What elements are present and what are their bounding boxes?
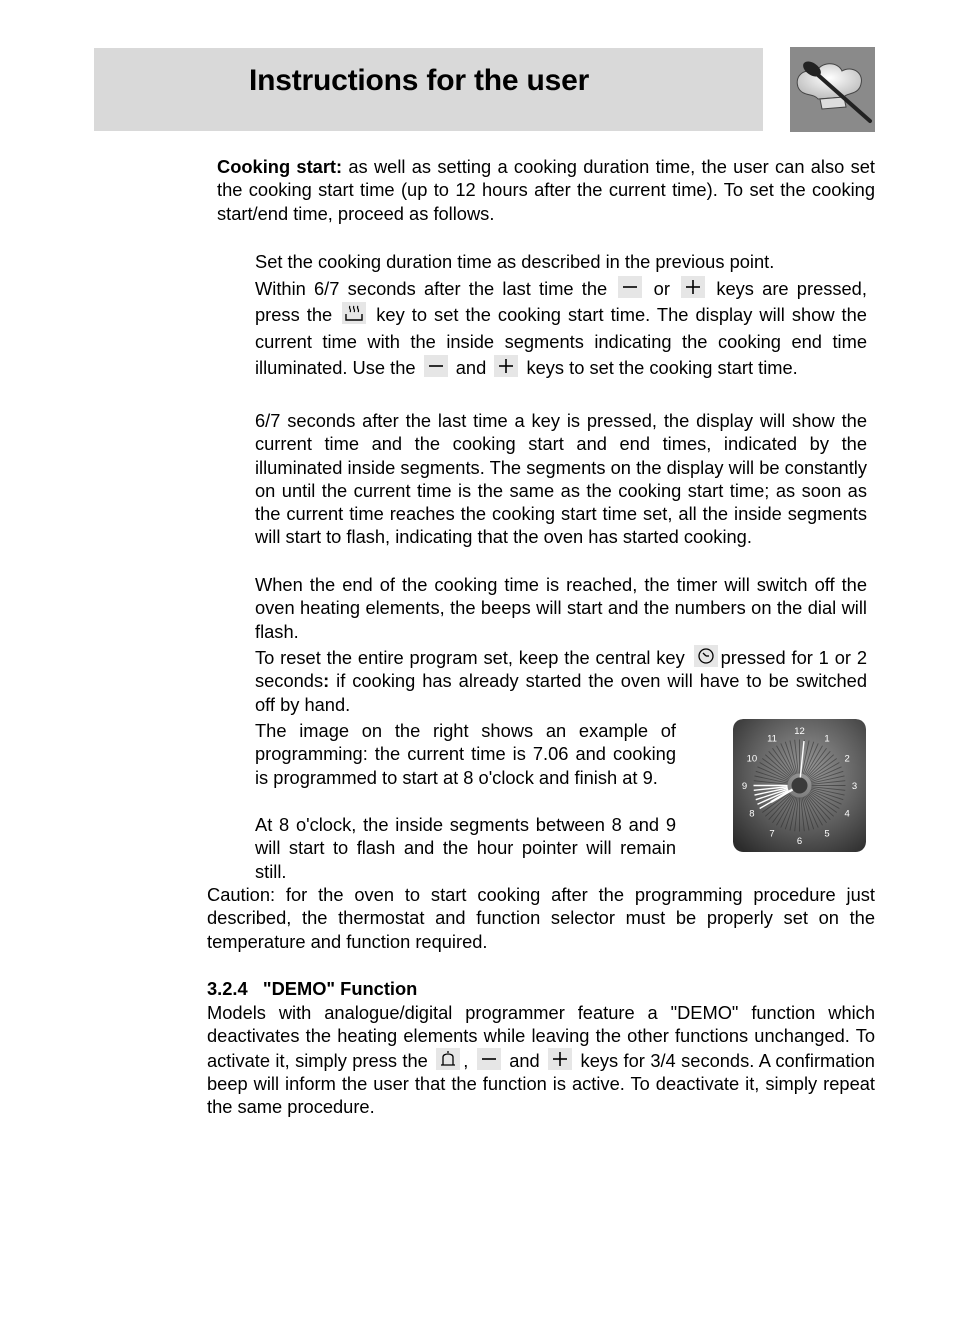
plus-key-icon — [548, 1048, 572, 1070]
step-2-text-c: keys are pressed, press the — [255, 278, 867, 326]
step-7: At 8 o'clock, the inside segments between 8 and 9 will start to flash and the hour pointer will remain still. — [255, 814, 676, 882]
clock-number: 5 — [824, 828, 830, 840]
step-5-text-a: To reset the entire program set, keep the central key — [255, 647, 685, 668]
step-4: When the end of the cooking time is reached, the timer will switch off the oven heating elements, the beeps will start and the numbers on the dial will flash. — [255, 574, 867, 642]
clock-number: 6 — [796, 836, 803, 847]
intro-text: as well as setting a cooking duration time, the user can also set the cooking start time (up to 12 hours after the current time). To set the cooking start/end time, proceed as follows. — [217, 156, 875, 224]
demo-text-c: and — [509, 1049, 540, 1071]
step-2-text-d: key to set the cooking start time. The display will show the current time with the inside segments indicating the cooking end time illuminated. Use the — [255, 304, 867, 379]
demo-heading: 3.2.4 "DEMO" Function — [207, 978, 418, 999]
step-2 — [255, 276, 867, 382]
bell-key-icon — [436, 1048, 460, 1070]
clock-number: 4 — [844, 808, 850, 820]
caution-paragraph: Caution: for the oven to start cooking after the programming procedure just described, the thermostat and function selector must be properly set on the temperature and function required. — [207, 884, 875, 952]
minus-key-icon — [618, 276, 642, 298]
step-6: The image on the right shows an example of programming: the current time is 7.06 and cooking is programmed to start at 8 o'clock and finish at 9. — [255, 720, 676, 788]
clock-number: 7 — [769, 828, 775, 840]
demo-text-b: , — [463, 1049, 469, 1071]
clock-center — [792, 778, 808, 794]
page-header — [94, 48, 763, 131]
step-5-text-c: : — [323, 670, 330, 692]
timer-key-icon — [694, 645, 718, 667]
step-5-text-d: if cooking has already started the oven will have to be switched off by hand. — [255, 670, 867, 715]
clock-number: 12 — [794, 726, 805, 737]
minus-key-icon — [477, 1048, 501, 1070]
plus-key-icon — [681, 276, 705, 298]
demo-paragraph — [207, 1001, 875, 1118]
step-3: 6/7 seconds after the last time a key is pressed, the display will show the current time and the cooking start and end times, indicated by the illuminated inside segments. The segments on the display will be constantly on until the current time is the same as the cooking start time; as soon as the current time reaches the cooking start time set, all the inside segments will start to flash, indicating that the oven has started cooking. — [255, 410, 867, 548]
step-2-text-a: Within 6/7 seconds after the last time the — [255, 278, 608, 299]
step-2-text-e: and — [455, 357, 487, 379]
step-5 — [255, 645, 867, 716]
clock-number: 2 — [844, 753, 850, 765]
clock-number: 1 — [824, 733, 830, 745]
step-2-text-b: or — [653, 278, 670, 299]
demo-text-d: keys for 3/4 seconds. A confirmation beep will inform the user that the function is active. To deactivate it, simply repeat the same procedure. — [207, 1049, 875, 1118]
plus-key-icon — [494, 355, 518, 377]
clock-number: 3 — [851, 781, 858, 792]
cooking-start-key-icon — [342, 302, 366, 324]
step-5-text-b: pressed for 1 or 2 seconds — [255, 647, 867, 692]
clock-number: 8 — [749, 808, 755, 820]
clock-number: 11 — [767, 733, 777, 745]
step-2-text-f: keys to set the cooking start time. — [526, 357, 798, 379]
programmer-clock-image — [733, 719, 866, 852]
intro-paragraph — [217, 155, 875, 225]
spoon-chef-hat-icon — [790, 47, 875, 132]
clock-number: 9 — [741, 781, 748, 792]
demo-text-a: Models with analogue/digital programmer feature a "DEMO" function which deactivates the heating elements while leaving the other functions unchanged. To activate it, simply press the — [207, 1002, 875, 1071]
minus-key-icon — [424, 355, 448, 377]
step-1: Set the cooking duration time as described in the previous point. — [255, 251, 775, 272]
clock-number: 10 — [746, 753, 758, 765]
intro-label: Cooking start: — [217, 156, 343, 177]
page-title: Instructions for the user — [249, 64, 590, 97]
